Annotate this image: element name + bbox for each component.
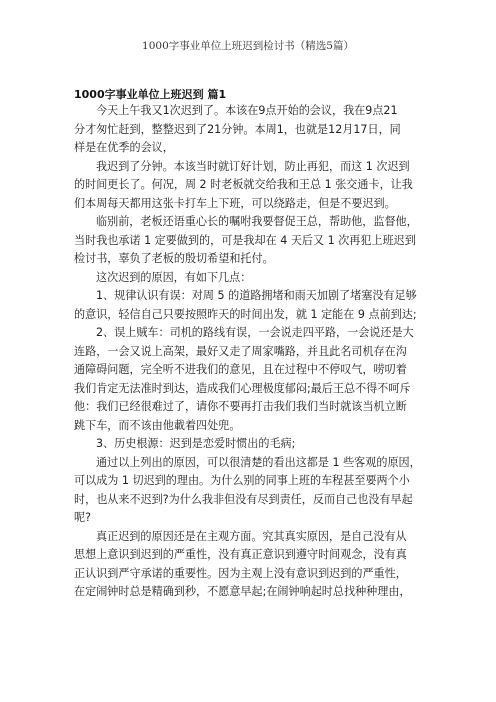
body-line: 呢? (74, 511, 91, 524)
body-line: 跳下车，而不该由他載着四处兜。 (74, 418, 241, 432)
body-line: 时，也从来不迟到?为什么我非但没有尽到责任，反而自己也没有早起 (74, 492, 413, 506)
body-line: 3、历史根源：迟到是恋爱时惯出的毛病; (96, 437, 296, 450)
body-line: 真正迟到的原因还是在主观方面。究其真实原因，是自己没有从 (96, 529, 407, 543)
document-title: 1000字事业单位上班迟到检讨书（精选5篇） (142, 40, 354, 52)
body-line: 思想上意识到迟到的严重性，没有真正意识到遵守时间观念，没有真 (74, 548, 407, 561)
body-line: 我们肯定无法准时到达，造成我们心理极度郁闷;最后王总不得不呵斥 (74, 381, 411, 395)
body-line: 的时间更长了。何况，周 2 时老板就交给我和王总 1 张交通卡，让我 (74, 178, 413, 191)
body-line: 通过以上列出的原因，可以很清楚的看出这都是 1 些客观的原因， (96, 455, 421, 469)
body-line: 当时我也承诺 1 定要做到的，可是我却在 4 天后又 1 次再犯上班迟到 (74, 233, 416, 247)
body-line: 检讨书，辜负了老板的殷切希望和托付。 (74, 252, 274, 265)
body-line: 2、误上贼车：司机的路线有误，一会说走四平路，一会说还是大 (96, 326, 414, 339)
body-line: 分才匆忙赶到，整整迟到了21分钟。本周1，也就是12月17日，同 (74, 122, 401, 136)
body-line: 他：我们已经很难过了，请你不要再打击我们我们当时就该当机立断 (74, 400, 407, 413)
body-line: 正认识到严守承诺的重要性。因为主观上没有意识到迟到的严重性， (74, 566, 407, 580)
body-line: 这次迟到的原因，有如下几点： (96, 270, 252, 284)
document-body (74, 102, 426, 602)
body-line: 的意识，轻信自己只要按照昨天的时间出发，就 1 定能在 9 点前到达; (74, 307, 417, 321)
body-line: 1、规律认识有误：对周 5 的道路拥堵和雨天加剧了堵塞没有足够 (96, 289, 417, 302)
section-heading: 1000字事业单位上班迟到 篇1 (74, 88, 227, 101)
body-line: 通障碍问题，完全听不进我们的意见，且在过程中不停叹气，唠叨着 (74, 363, 407, 376)
body-line: 可以成为 1 切迟到的理由。为什么别的同事上班的车程甚至要两个小 (74, 474, 410, 487)
body-line: 我迟到了分钟。本该当时就订好计划，防止再犯，而这 1 次迟到 (96, 159, 410, 173)
body-line: 连路，一会又说上高架，最好又走了周家嘴路，并且此名司机存在沟 (74, 344, 407, 358)
body-line: 今天上午我又1次迟到了。本该在9点开始的会议，我在9点21 (96, 104, 398, 117)
body-line: 临别前，老板还语重心长的嘱咐我要督促王总，帮助他，监督他， (96, 215, 418, 228)
body-line: 在定闹钟时总是精确到秒，不愿意早起;在闹钟响起时总找种种理由， (74, 585, 411, 598)
body-line: 样是在优季的会议， (74, 141, 174, 154)
body-line: 们本周每天都用这张卡打车上下班，可以绕路走，但是不要迟到。 (74, 196, 396, 210)
